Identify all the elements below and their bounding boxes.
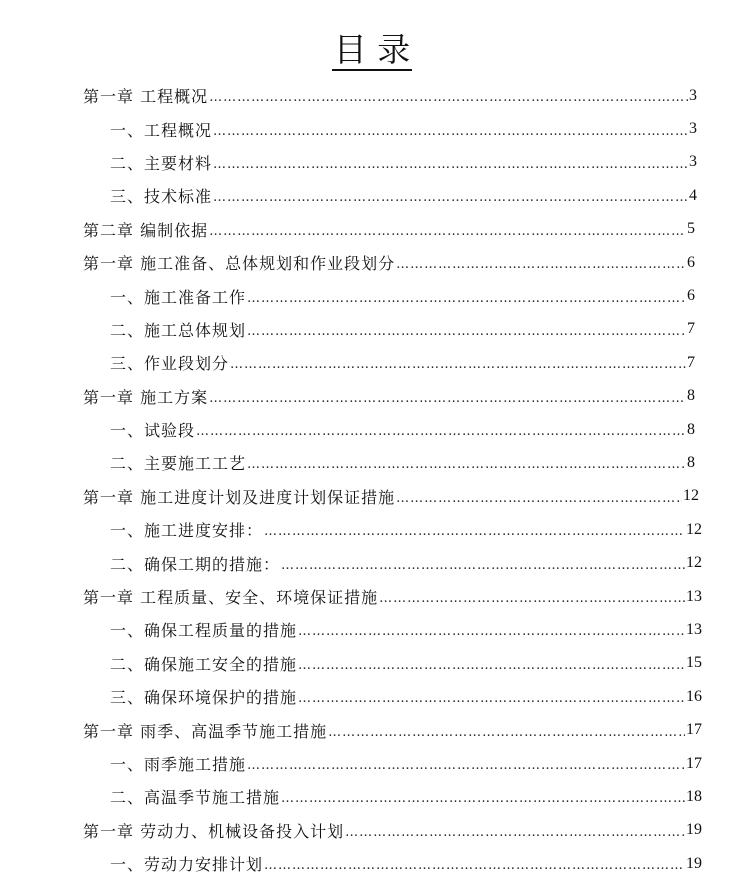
toc-section-entry[interactable] bbox=[0, 112, 744, 145]
toc-section-entry[interactable] bbox=[0, 146, 744, 179]
toc-leader-dots bbox=[328, 725, 685, 740]
toc-leader-dots bbox=[247, 457, 686, 472]
toc-page-number: 8 bbox=[687, 420, 695, 438]
toc-entry-title: 一、施工进度安排： bbox=[110, 521, 264, 541]
toc-section-entry[interactable] bbox=[0, 179, 744, 212]
toc-leader-dots bbox=[396, 257, 686, 272]
toc-page-number: 3 bbox=[689, 86, 697, 104]
toc-page-number: 19 bbox=[686, 821, 702, 839]
toc-chapter-entry[interactable] bbox=[0, 480, 744, 513]
toc-section-entry[interactable] bbox=[0, 680, 744, 713]
toc-page-number: 15 bbox=[686, 654, 702, 672]
toc-entry-title: 一、劳动力安排计划 bbox=[110, 855, 264, 875]
toc-section-entry[interactable] bbox=[0, 279, 744, 312]
toc-page-number: 13 bbox=[686, 620, 702, 638]
toc-page-number: 17 bbox=[686, 721, 702, 739]
toc-leader-dots bbox=[247, 324, 686, 339]
toc-entry-title: 二、主要材料 bbox=[110, 153, 213, 173]
toc-entry-title: 二、高温季节施工措施 bbox=[110, 788, 281, 808]
toc-leader-dots bbox=[298, 691, 685, 706]
toc-entry-title: 二、确保工期的措施： bbox=[110, 554, 281, 574]
toc-leader-dots bbox=[230, 357, 686, 372]
toc-chapter-entry[interactable] bbox=[0, 814, 744, 847]
toc-leader-dots bbox=[298, 658, 685, 673]
toc-section-entry[interactable] bbox=[0, 446, 744, 479]
toc-entry-title: 三、技术标准 bbox=[110, 187, 213, 207]
toc-leader-dots bbox=[196, 424, 686, 439]
toc-section-entry[interactable] bbox=[0, 346, 744, 379]
toc-page-number: 7 bbox=[687, 353, 695, 371]
toc-page-number: 17 bbox=[686, 754, 702, 772]
toc-page-number: 16 bbox=[686, 687, 702, 705]
toc-entry-title: 三、确保环境保护的措施 bbox=[110, 688, 298, 708]
toc-entry-title: 二、确保施工安全的措施 bbox=[110, 654, 298, 674]
toc-section-entry[interactable] bbox=[0, 413, 744, 446]
toc-page-number: 3 bbox=[689, 153, 697, 171]
toc-page-number: 5 bbox=[687, 220, 695, 238]
toc-leader-dots bbox=[209, 391, 686, 406]
toc-section-entry[interactable] bbox=[0, 647, 744, 680]
toc-entry-title: 第一章 劳动力、机械设备投入计划 bbox=[83, 821, 345, 841]
toc-page-number: 13 bbox=[686, 587, 702, 605]
toc-chapter-entry[interactable] bbox=[0, 213, 744, 246]
toc-chapter-entry[interactable] bbox=[0, 380, 744, 413]
toc-section-entry[interactable] bbox=[0, 513, 744, 546]
toc-leader-dots bbox=[247, 758, 685, 773]
toc-chapter-entry[interactable] bbox=[0, 246, 744, 279]
toc-leader-dots bbox=[281, 558, 685, 573]
toc-leader-dots bbox=[281, 791, 685, 806]
toc-page-number: 3 bbox=[689, 120, 697, 138]
page-title: 目 录 bbox=[333, 30, 411, 69]
toc-entry-title: 三、作业段划分 bbox=[110, 354, 230, 374]
toc-entry-title: 第一章 施工进度计划及进度计划保证措施 bbox=[83, 487, 396, 507]
toc-entry-title: 二、主要施工工艺 bbox=[110, 454, 247, 474]
toc-leader-dots bbox=[213, 190, 688, 205]
toc-leader-dots bbox=[264, 524, 685, 539]
toc-chapter-entry[interactable] bbox=[0, 580, 744, 613]
toc-page-number: 7 bbox=[687, 320, 695, 338]
toc-leader-dots bbox=[345, 825, 685, 840]
toc-page-number: 12 bbox=[686, 520, 702, 538]
toc-leader-dots bbox=[247, 291, 686, 306]
toc-leader-dots bbox=[298, 624, 685, 639]
toc-entry-title: 第一章 雨季、高温季节施工措施 bbox=[83, 721, 328, 741]
table-of-contents bbox=[0, 79, 744, 880]
toc-page-number: 19 bbox=[686, 854, 702, 872]
toc-entry-title: 一、雨季施工措施 bbox=[110, 755, 247, 774]
toc-page-number: 18 bbox=[686, 787, 702, 805]
toc-page-number: 6 bbox=[687, 253, 695, 271]
toc-entry-title: 第一章 工程概况 bbox=[83, 87, 209, 107]
toc-section-entry[interactable] bbox=[0, 780, 744, 813]
toc-entry-title: 第一章 施工准备、总体规划和作业段划分 bbox=[83, 254, 396, 274]
toc-leader-dots bbox=[264, 858, 685, 873]
toc-page-number: 12 bbox=[683, 487, 699, 505]
toc-entry-title: 一、施工准备工作 bbox=[110, 287, 247, 307]
toc-entry-title: 第二章 编制依据 bbox=[83, 220, 209, 240]
toc-page-number: 12 bbox=[686, 554, 702, 572]
toc-page-number: 6 bbox=[687, 287, 695, 305]
toc-entry-title: 一、试验段 bbox=[110, 421, 196, 441]
toc-page-number: 8 bbox=[687, 453, 695, 471]
toc-entry-title: 一、确保工程质量的措施 bbox=[110, 621, 298, 641]
toc-leader-dots bbox=[396, 491, 682, 506]
toc-section-entry[interactable] bbox=[0, 847, 744, 880]
toc-leader-dots bbox=[379, 591, 685, 606]
toc-section-entry[interactable] bbox=[0, 313, 744, 346]
toc-chapter-entry[interactable] bbox=[0, 713, 744, 746]
toc-leader-dots bbox=[213, 124, 688, 139]
toc-leader-dots bbox=[209, 224, 686, 239]
toc-leader-dots bbox=[213, 157, 688, 172]
toc-section-entry[interactable] bbox=[0, 613, 744, 646]
toc-page-number: 8 bbox=[687, 387, 695, 405]
toc-entry-title: 一、工程概况 bbox=[110, 120, 213, 140]
toc-chapter-entry[interactable] bbox=[0, 79, 744, 112]
toc-entry-title: 第一章 施工方案 bbox=[83, 387, 209, 407]
toc-entry-title: 第一章 工程质量、安全、环境保证措施 bbox=[83, 588, 379, 608]
toc-leader-dots bbox=[209, 90, 688, 105]
toc-page-number: 4 bbox=[689, 186, 697, 204]
toc-entry-title: 二、施工总体规划 bbox=[110, 320, 247, 340]
toc-section-entry[interactable] bbox=[0, 747, 744, 780]
toc-section-entry[interactable] bbox=[0, 546, 744, 579]
